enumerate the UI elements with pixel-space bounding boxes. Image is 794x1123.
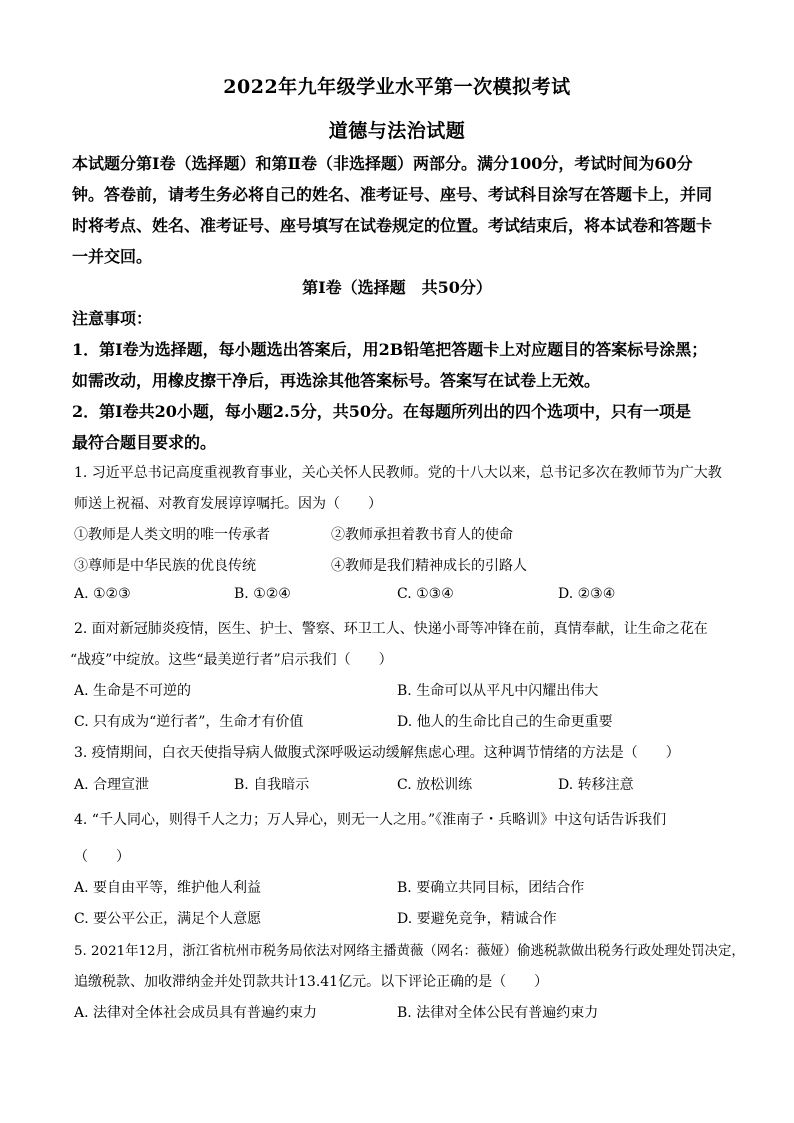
question-stem: 3. 疫情期间，白衣天使指导病人做腹式深呼吸运动缓解焦虑心理。这种调节情绪的方法是（ ） xyxy=(74,745,680,761)
statement-item: ④教师是我们精神成长的引路人 xyxy=(331,558,527,574)
intro-line: 本试题分第Ⅰ卷（选择题）和第Ⅱ卷（非选择题）两部分。满分100分，考试时间为60分 xyxy=(72,154,693,173)
exam-title: 2022年九年级学业水平第一次模拟考试 xyxy=(223,76,571,98)
exam-subtitle: 道德与法治试题 xyxy=(328,120,466,142)
answer-option: D. ②③④ xyxy=(558,586,616,602)
answer-option: A. 要自由平等，维护他人利益 xyxy=(74,880,262,896)
answer-option: B. 要确立共同目标，团结合作 xyxy=(397,880,585,896)
statement-item: ②教师承担着教书育人的使命 xyxy=(331,527,513,543)
intro-line: 时将考点、姓名、准考证号、座号填写在试卷规定的位置。考试结束后，将本试卷和答题卡 xyxy=(72,216,713,235)
question-stem: 1. 习近平总书记高度重视教育事业，关心关怀人民教师。党的十八大以来，总书记多次在教师节为广大教 xyxy=(74,465,722,481)
notice-item: 1．第Ⅰ卷为选择题，每小题选出答案后，用2B铅笔把答题卡上对应题目的答案标号涂黑； xyxy=(72,340,708,359)
answer-option: A. ①②③ xyxy=(74,586,131,602)
notice-label: 注意事项： xyxy=(72,309,153,328)
answer-option: B. ①②④ xyxy=(234,586,291,602)
question-stem: （ ） xyxy=(74,849,130,865)
notice-item: 2．第Ⅰ卷共20小题，每小题2.5分，共50分。在每题所列出的四个选项中，只有一项是 xyxy=(72,402,691,421)
notice-item: 如需改动，用橡皮擦干净后，再选涂其他答案标号。答案写在试卷上无效。 xyxy=(72,371,601,390)
notice-item: 最符合题目要求的。 xyxy=(72,433,217,452)
intro-line: 钟。答卷前，请考生务必将自己的姓名、准考证号、座号、考试科目涂写在答题卡上，并同 xyxy=(72,185,713,204)
answer-option: C. 要公平公正，满足个人意愿 xyxy=(74,911,262,927)
section-heading: 第Ⅰ卷（选择题 共50分） xyxy=(302,278,492,297)
question-stem: “战疫”中绽放。这些“最美逆行者”启示我们（ ） xyxy=(70,652,393,668)
answer-option: B. 自我暗示 xyxy=(234,777,310,793)
intro-line: 一并交回。 xyxy=(72,247,153,266)
question-stem: 追缴税款、加收滞纳金并处罚款共计13.41亿元。以下评论正确的是（ ） xyxy=(74,974,549,990)
answer-option: D. 要避免竞争，精诚合作 xyxy=(397,911,557,927)
question-stem: 2. 面对新冠肺炎疫情，医生、护士、警察、环卫工人、快递小哥等冲锋在前，真情奉献，让生命之花在 xyxy=(74,621,708,637)
answer-option: D. 他人的生命比自己的生命更重要 xyxy=(397,714,613,730)
answer-option: A. 生命是不可逆的 xyxy=(74,683,192,699)
answer-option: B. 法律对全体公民有普遍约束力 xyxy=(397,1005,599,1021)
question-stem: 5. 2021年12月，浙江省杭州市税务局依法对网络主播黄薇（网名：薇娅）偷逃税款做出税务行政处理处罚决定， xyxy=(74,944,745,959)
answer-option: A. 合理宣泄 xyxy=(74,777,150,793)
statement-item: ①教师是人类文明的唯一传承者 xyxy=(74,527,270,543)
answer-option: D. 转移注意 xyxy=(558,777,634,793)
statement-item: ③尊师是中华民族的优良传统 xyxy=(74,558,256,574)
answer-option: C. 放松训练 xyxy=(397,777,473,793)
answer-option: C. ①③④ xyxy=(397,586,454,602)
answer-option: A. 法律对全体社会成员具有普遍约束力 xyxy=(74,1005,318,1021)
answer-option: B. 生命可以从平凡中闪耀出伟大 xyxy=(397,683,599,699)
question-stem: 师送上祝福、对教育发展谆谆嘱托。因为（ ） xyxy=(74,496,382,512)
answer-option: C. 只有成为“逆行者”，生命才有价值 xyxy=(74,714,304,730)
question-stem: 4. “千人同心，则得千人之力；万人异心，则无一人之用。”《淮南子・兵略训》中这句话告诉我们 xyxy=(74,812,667,828)
